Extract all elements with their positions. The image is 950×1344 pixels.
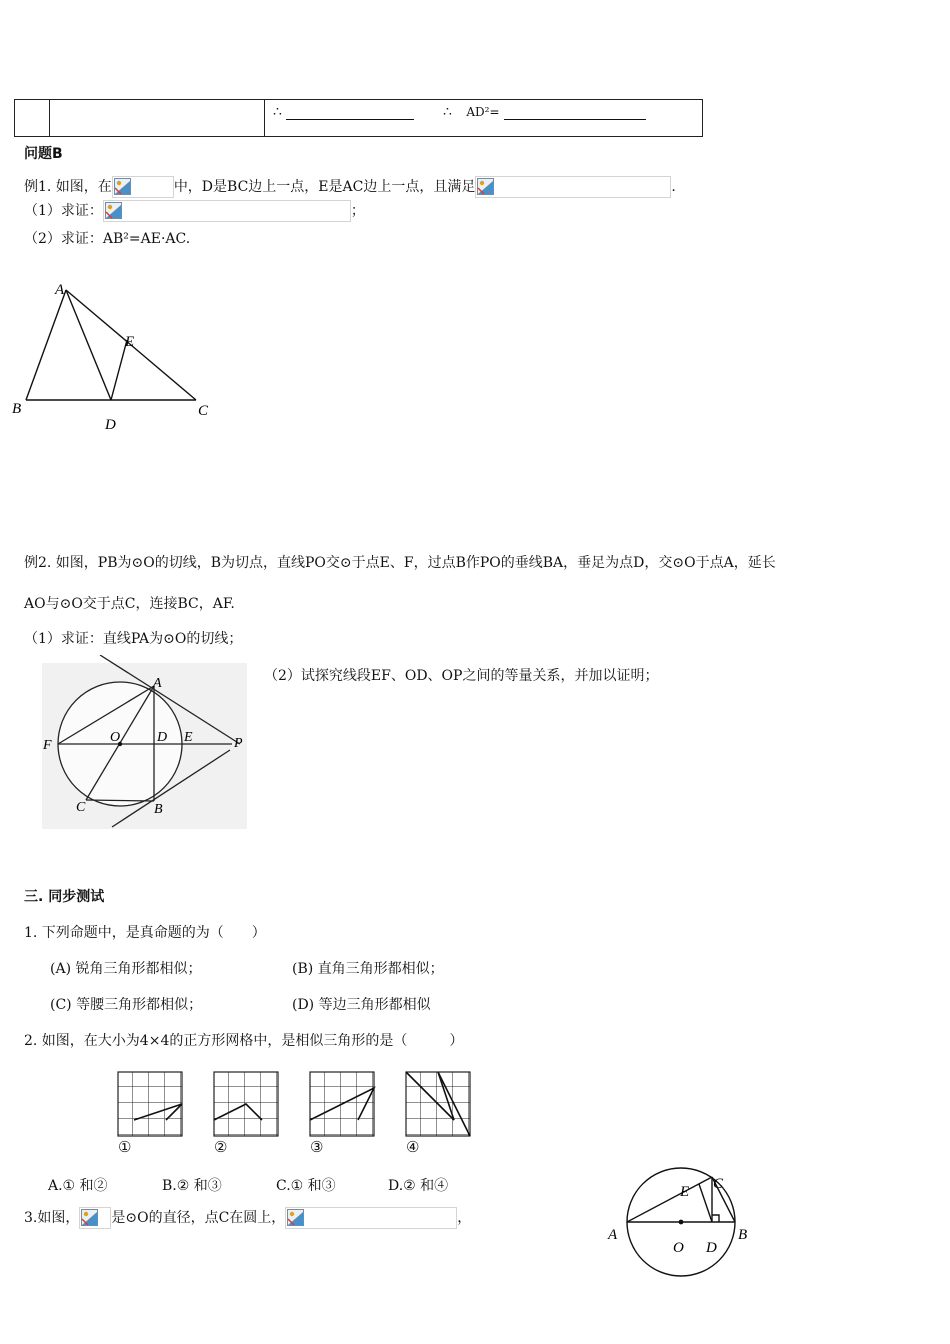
formula-image-placeholder bbox=[475, 176, 671, 198]
q2-option-b: B.② 和③ bbox=[162, 1178, 222, 1194]
q2-option-c: C.① 和③ bbox=[276, 1178, 336, 1194]
ex1-text: . bbox=[671, 179, 676, 195]
grid-figures bbox=[116, 1070, 476, 1160]
grid-label-4: ④ bbox=[406, 1138, 420, 1156]
grid-label-3: ③ bbox=[310, 1138, 324, 1156]
therefore-symbol: ∴ bbox=[443, 104, 452, 120]
right-angle-mark bbox=[712, 1215, 719, 1222]
table-divider bbox=[49, 100, 50, 136]
example2-line1: 例2. 如图，PB为⊙O的切线，B为切点，直线PO交⊙于点E、F，过点B作PO的垂线BA，垂足为点D，交⊙O于点A，延长 bbox=[24, 555, 776, 571]
circle-diameter-figure bbox=[600, 1160, 760, 1282]
therefore-symbol: ∴ bbox=[273, 104, 282, 120]
top-table-row bbox=[14, 99, 703, 137]
ad-squared-fill bbox=[443, 104, 646, 120]
broken-image-icon bbox=[114, 178, 131, 195]
table-divider bbox=[264, 100, 265, 136]
example2-q2: （2）试探究线段EF、OD、OP之间的等量关系，并加以证明； bbox=[264, 668, 659, 684]
answer-blank bbox=[504, 105, 646, 120]
q1-option-b: (B) 直角三角形都相似； bbox=[292, 961, 444, 977]
grid-label-1: ① bbox=[118, 1138, 132, 1156]
q3-text: 3.如图， bbox=[24, 1210, 80, 1226]
center-point bbox=[679, 1220, 684, 1225]
broken-image-icon bbox=[477, 178, 494, 195]
ad-squared-label: AD²= bbox=[466, 105, 500, 119]
chord-ac bbox=[627, 1177, 712, 1222]
answer-blank bbox=[286, 105, 414, 120]
point-label-d: D bbox=[706, 1240, 717, 1256]
point-label-b: B bbox=[738, 1227, 748, 1243]
example2-line2: AO与⊙O交于点C，连接BC，AF. bbox=[24, 596, 235, 612]
q3-text: 是⊙O的直径，点C在圆上， bbox=[111, 1210, 286, 1226]
point-label-d: D bbox=[105, 417, 116, 433]
q3-text: ， bbox=[457, 1210, 472, 1226]
q1-end: ； bbox=[350, 203, 365, 219]
point-label-e: E bbox=[184, 730, 193, 745]
grid-2 bbox=[214, 1072, 278, 1136]
formula-image-placeholder bbox=[112, 176, 174, 198]
formula-image-placeholder bbox=[103, 200, 351, 222]
triangle-figure-1 bbox=[8, 278, 223, 438]
broken-image-icon bbox=[81, 1209, 98, 1226]
point-label-e: E bbox=[680, 1184, 690, 1200]
test-q3 bbox=[24, 1207, 471, 1229]
example1-q1 bbox=[24, 200, 365, 222]
point-label-p: P bbox=[234, 736, 243, 751]
example1-q2: （2）求证：AB²=AE·AC. bbox=[24, 231, 191, 247]
point-label-c: C bbox=[713, 1176, 724, 1192]
ex1-text: 例1. 如图，在 bbox=[24, 179, 112, 195]
grid-label-2: ② bbox=[214, 1138, 228, 1156]
section3-heading: 三. 同步测试 bbox=[24, 889, 105, 905]
point-label-c: C bbox=[198, 403, 209, 419]
broken-image-icon bbox=[287, 1209, 304, 1226]
segment-ad bbox=[66, 290, 111, 400]
q1-option-a: (A) 锐角三角形都相似； bbox=[50, 961, 202, 977]
q1-option-c: (C) 等腰三角形都相似； bbox=[50, 997, 203, 1013]
point-label-b: B bbox=[12, 401, 22, 417]
test-q2: 2. 如图，在大小为4×4的正方形网格中，是相似三角形的是（ ） bbox=[24, 1033, 464, 1049]
q2-option-d: D.② 和④ bbox=[388, 1178, 449, 1194]
point-label-a: A bbox=[153, 676, 162, 691]
point-label-f: F bbox=[43, 738, 52, 753]
segment-ed bbox=[699, 1184, 712, 1222]
q1-option-d: (D) 等边三角形都相似 bbox=[292, 997, 431, 1013]
point-label-o: O bbox=[673, 1240, 684, 1256]
segment-ab bbox=[26, 290, 66, 400]
ex1-text: 中，D是BC边上一点，E是AC边上一点，且满足 bbox=[173, 179, 476, 195]
example2-q1: （1）求证：直线PA为⊙O的切线； bbox=[24, 631, 243, 647]
point-label-a: A bbox=[55, 282, 65, 298]
q2-option-a: A.① 和② bbox=[48, 1178, 108, 1194]
section-b-heading: 问题B bbox=[24, 146, 63, 162]
q1-label: （1）求证： bbox=[24, 203, 103, 219]
point-label-e: E bbox=[125, 334, 135, 350]
formula-image-placeholder bbox=[79, 1207, 111, 1229]
point-label-d: D bbox=[157, 730, 168, 745]
point-label-b: B bbox=[154, 802, 163, 817]
test-q1: 1. 下列命题中，是真命题的为（ ） bbox=[24, 925, 266, 941]
point-label-a: A bbox=[608, 1227, 618, 1243]
formula-image-placeholder bbox=[285, 1207, 457, 1229]
point-label-c: C bbox=[76, 800, 86, 815]
grid-1 bbox=[118, 1072, 182, 1136]
therefore-fill-1 bbox=[273, 104, 414, 120]
point-label-o: O bbox=[110, 730, 121, 745]
example1-line1 bbox=[24, 176, 676, 198]
broken-image-icon bbox=[105, 202, 122, 219]
circle-tangent-figure bbox=[40, 655, 252, 835]
grid-4 bbox=[406, 1072, 470, 1136]
grid-3 bbox=[310, 1072, 374, 1136]
